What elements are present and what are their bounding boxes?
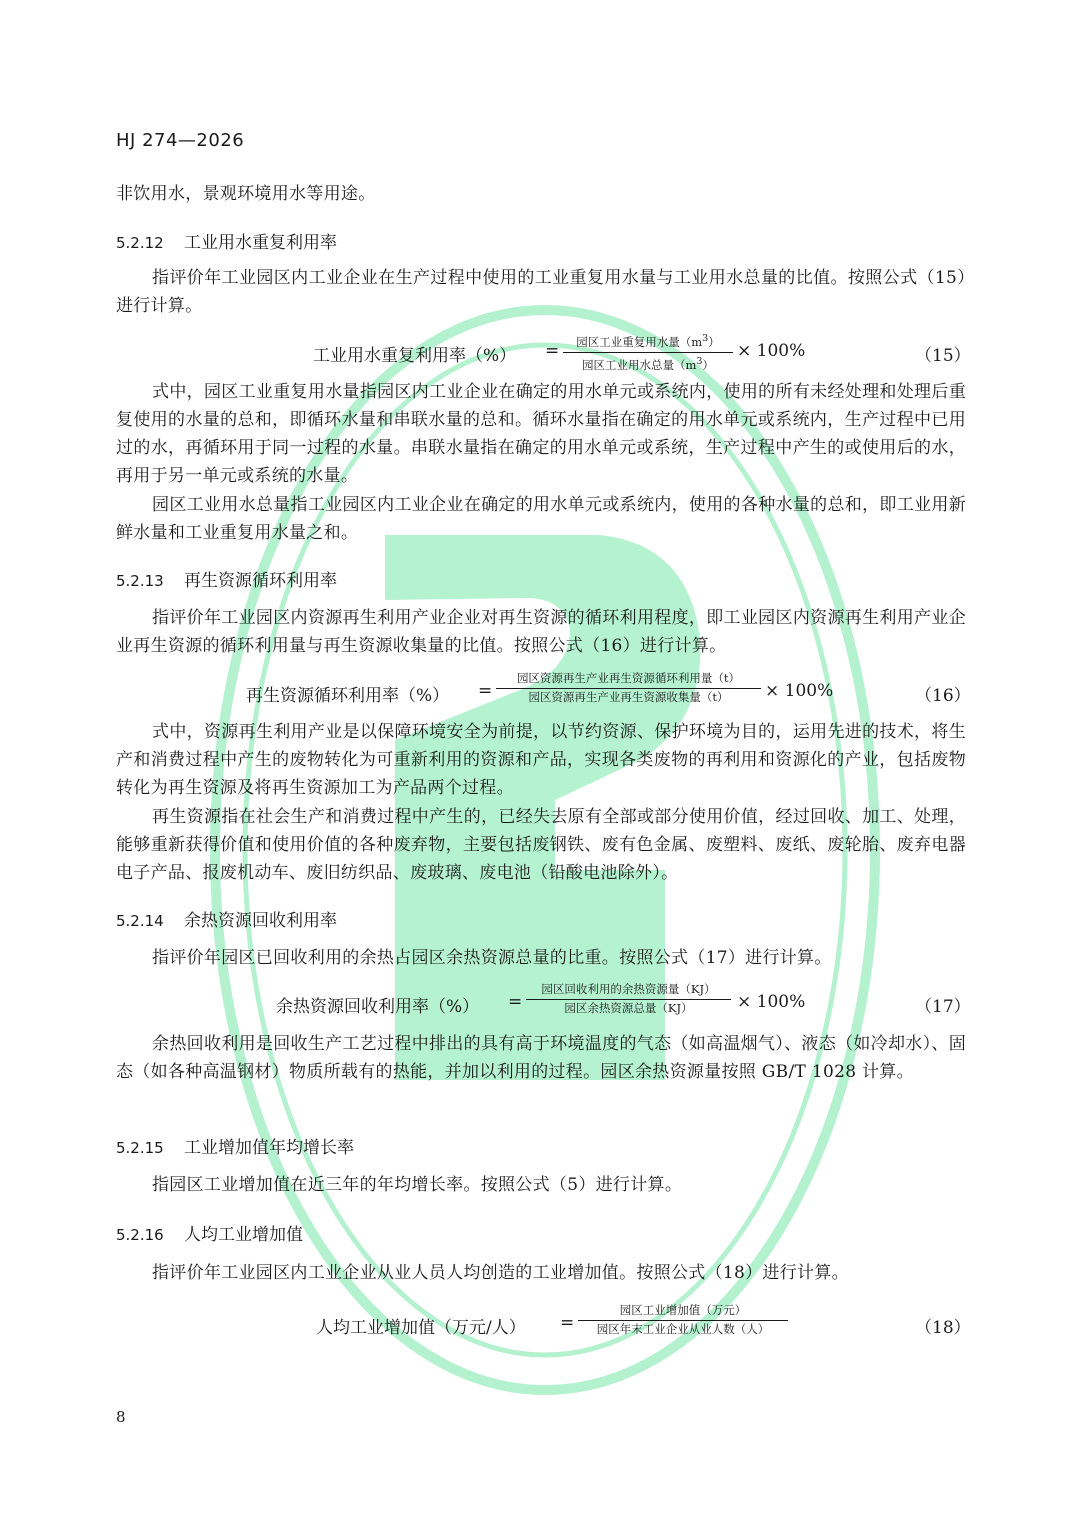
section-number: 5.2.16 xyxy=(116,1226,164,1244)
paragraph: 指评价年工业园区内资源再生利用产业企业对再生资源的循环利用程度，即工业园区内资源再生利用产业企业再生资源的循环利用量与再生资源收集量的比值。按照公式（16）进行计算。 xyxy=(116,608,966,656)
section-heading-5-2-12 xyxy=(116,228,337,253)
denominator: 园区工业用水总量$(m^3)$ xyxy=(581,355,714,372)
paragraph: 园区工业用水总量指工业园区内工业企业在确定的用水单元或系统内，使用的各种水量的总和，即工业用新鲜水量和工业重复用水量之和。 xyxy=(116,495,966,543)
formula-number: （15） xyxy=(915,346,971,366)
formula-lhs: 工业用水重复利用率（%） xyxy=(313,346,517,366)
formula-number: （16） xyxy=(915,686,971,706)
section-heading-5-2-13 xyxy=(116,566,337,591)
section-number: 5.2.12 xyxy=(116,234,164,252)
document-code: HJ 274—2026 xyxy=(116,130,245,151)
times-100-percent: × 100% xyxy=(737,992,806,1012)
formula-17 xyxy=(0,982,1080,1022)
section-heading-5-2-16 xyxy=(116,1220,303,1245)
formula-lhs: 再生资源循环利用率（%） xyxy=(246,686,450,706)
denominator: 园区余热资源总量（KJ） xyxy=(564,1001,693,1015)
section-number: 5.2.13 xyxy=(116,572,164,590)
denominator: 园区资源再生产业再生资源收集量（t） xyxy=(528,690,729,704)
section-title: 人均工业增加值 xyxy=(184,1225,303,1245)
paragraph: 指评价年园区已回收利用的余热占园区余热资源总量的比重。按照公式（17）进行计算。 xyxy=(152,948,832,968)
section-number: 5.2.15 xyxy=(116,1139,164,1157)
times-100-percent: × 100% xyxy=(765,681,834,701)
paragraph: 再生资源指在社会生产和消费过程中产生的，已经失去原有全部或部分使用价值，经过回收、加工、处理，能够重新获得价值和使用价值的各种废弃物，主要包括废钢铁、废有色金属、废塑料、废纸、废轮胎、废弃电器电子产品、报废机动车、废旧纺织品、废玻璃、废电池（铅酸电池除外）。 xyxy=(116,807,966,883)
section-title: 余热资源回收利用率 xyxy=(184,911,337,931)
paragraph: 式中，园区工业重复用水量指园区内工业企业在确定的用水单元或系统内，使用的所有未经处理和处理后重复使用的水量的总和，即循环水量和串联水量的总和。循环水量指在确定的用水单元或系统内，生产过程中已用过的水，再循环用于同一过程的水量。串联水量指在确定的用水单元或系统，生产过程中产生的或使用后的水，再用于另一单元或系统的水量。 xyxy=(116,382,966,486)
equals-sign: = xyxy=(560,1313,575,1333)
paragraph: 指园区工业增加值在近三年的年均增长率。按照公式（5）进行计算。 xyxy=(152,1175,683,1195)
numerator: 园区工业重复用水量$(m^3)$ xyxy=(576,333,720,349)
equals-sign: = xyxy=(478,681,493,701)
paragraph: 余热回收利用是回收生产工艺过程中排出的具有高于环境温度的气态（如高温烟气）、液态（如冷却水）、固态（如各种高温钢材）物质所载有的热能，并加以利用的过程。园区余热资源量按照 GB/T 1028 计算。 xyxy=(116,1034,966,1082)
equals-sign: = xyxy=(508,992,523,1012)
formula-16 xyxy=(0,671,1080,711)
fraction xyxy=(563,331,733,373)
formula-15 xyxy=(0,331,1080,371)
denominator: 园区年末工业企业从业人数（人） xyxy=(596,1322,770,1336)
paragraph: 式中，资源再生利用产业是以保障环境安全为前提，以节约资源、保护环境为目的，运用先进的技术，将生产和消费过程中产生的废物转化为可重新利用的资源和产品，实现各类废物的再利用和资源化的产业，包括废物转化为再生资源及将再生资源加工为产品两个过程。 xyxy=(116,722,966,798)
numerator: 园区工业增加值（万元） xyxy=(619,1303,747,1317)
paragraph: 指评价年工业园区内工业企业在生产过程中使用的工业重复用水量与工业用水总量的比值。按照公式（15）进行计算。 xyxy=(116,268,966,316)
formula-number: （17） xyxy=(915,997,971,1017)
fraction xyxy=(578,1303,788,1337)
paragraph: 指评价年工业园区内工业企业从业人员人均创造的工业增加值。按照公式（18）进行计算。 xyxy=(152,1263,849,1283)
fraction xyxy=(526,982,731,1016)
numerator: 园区资源再生产业再生资源循环利用量（t） xyxy=(516,671,741,685)
section-heading-5-2-15 xyxy=(116,1133,354,1158)
section-number: 5.2.14 xyxy=(116,912,164,930)
formula-18 xyxy=(0,1303,1080,1343)
section-title: 工业用水重复利用率 xyxy=(184,233,337,253)
fraction-bar xyxy=(526,999,731,1000)
fraction-bar xyxy=(496,688,761,689)
formula-lhs: 余热资源回收利用率（%） xyxy=(276,997,480,1017)
fraction-bar xyxy=(578,1320,788,1321)
formula-lhs: 人均工业增加值（万元/人） xyxy=(316,1318,526,1338)
section-heading-5-2-14 xyxy=(116,906,337,931)
equals-sign: = xyxy=(545,341,560,361)
times-100-percent: × 100% xyxy=(737,341,806,361)
page-number: 8 xyxy=(116,1408,126,1426)
section-title: 工业增加值年均增长率 xyxy=(184,1138,354,1158)
fraction-bar xyxy=(563,352,733,353)
section-title: 再生资源循环利用率 xyxy=(184,571,337,591)
intro-line: 非饮用水，景观环境用水等用途。 xyxy=(116,184,376,204)
fraction xyxy=(496,671,761,705)
formula-number: （18） xyxy=(915,1318,971,1338)
numerator: 园区回收利用的余热资源量（KJ） xyxy=(541,982,716,996)
